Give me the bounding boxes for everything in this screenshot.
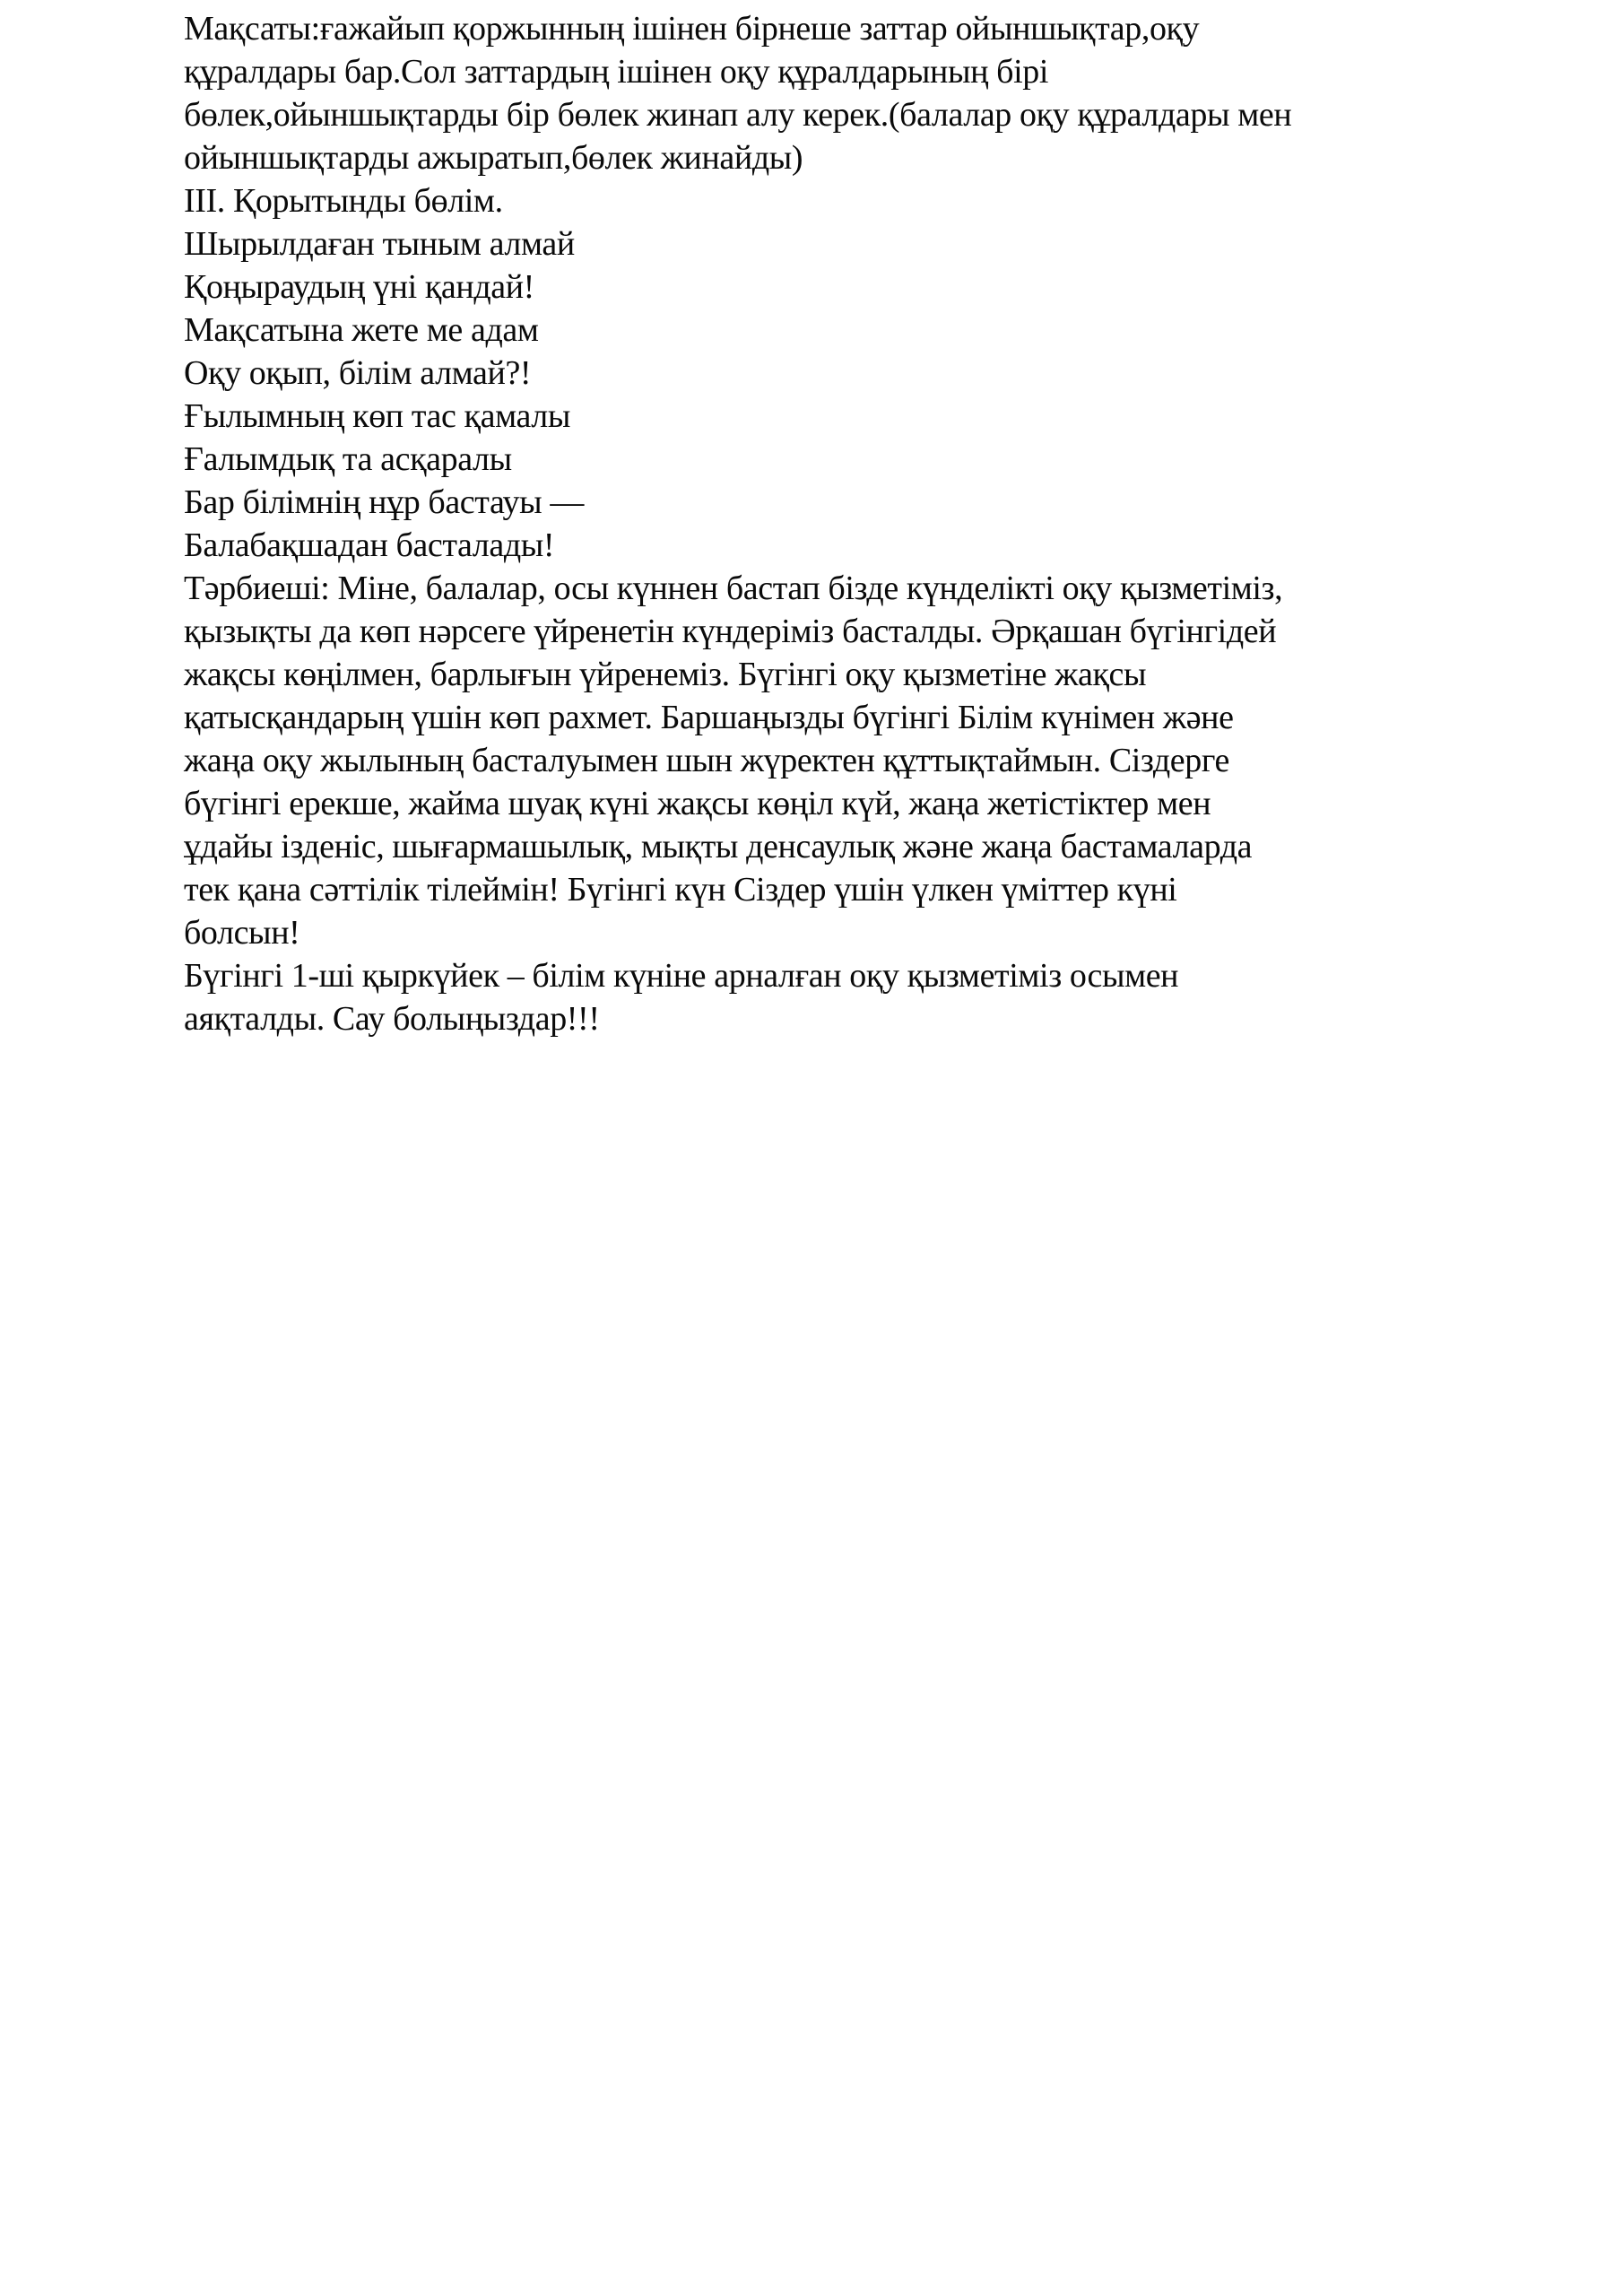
poem-line: Шырылдаған тыным алмай	[184, 225, 575, 263]
poem-line: Қоңыраудың үні қандай!	[184, 268, 534, 306]
objective-line: Мақсаты:ғажайып қоржынның ішінен бірнеше заттар ойыншықтар,оқу	[184, 10, 1200, 48]
poem-line: Мақсатына жете ме адам	[184, 311, 539, 349]
teacher-speech-line: болсын!	[184, 914, 300, 952]
teacher-speech-line: бүгінгі ерекше, жайма шуақ күні жақсы көңіл күй, жаңа жетістіктер мен	[184, 785, 1211, 822]
poem-line: Ғалымдық та асқаралы	[184, 440, 512, 478]
teacher-speech-line: тек қана сәттілік тілеймін! Бүгінгі күн Сіздер үшін үлкен үміттер күні	[184, 871, 1177, 909]
closing-line: аяқталды. Сау болыңыздар!!!	[184, 1000, 600, 1038]
poem-line: Бар білімнің нұр бастауы —	[184, 483, 584, 521]
teacher-speech-line: Тәрбиеші: Міне, балалар, осы күннен бастап бізде күнделікті оқу қызметіміз,	[184, 570, 1283, 607]
poem-line: Балабақшадан басталады!	[184, 526, 555, 564]
teacher-speech-line: қатысқандарың үшін көп рахмет. Баршаңызды бүгінгі Білім күнімен және	[184, 699, 1234, 736]
poem-line: Оқу оқып, білім алмай?!	[184, 354, 532, 392]
teacher-speech-line: жаңа оқу жылының басталуымен шын жүректен құттықтаймын. Сіздерге	[184, 742, 1230, 779]
objective-line: құралдары бар.Сол заттардың ішінен оқу құралдарының бірі	[184, 53, 1048, 91]
teacher-speech-line: қызықты да көп нәрсеге үйренетін күндеріміз басталды. Әрқашан бүгінгідей	[184, 613, 1277, 650]
section-heading: ІІІ. Қорытынды бөлім.	[184, 182, 503, 220]
teacher-speech-line: ұдайы ізденіс, шығармашылық, мықты денсаулық және жаңа бастамаларда	[184, 828, 1253, 865]
lesson-plan-text	[184, 7, 1439, 1040]
poem-line: Ғылымның көп тас қамалы	[184, 397, 570, 435]
teacher-speech-line: жақсы көңілмен, барлығын үйренеміз. Бүгінгі оқу қызметіне жақсы	[184, 656, 1147, 693]
closing-line: Бүгінгі 1-ші қыркүйек – білім күніне арналған оқу қызметіміз осымен	[184, 957, 1179, 995]
objective-line: бөлек,ойыншықтарды бір бөлек жинап алу керек.(балалар оқу құралдары мен	[184, 96, 1292, 134]
objective-line: ойыншықтарды ажыратып,бөлек жинайды)	[184, 139, 803, 177]
